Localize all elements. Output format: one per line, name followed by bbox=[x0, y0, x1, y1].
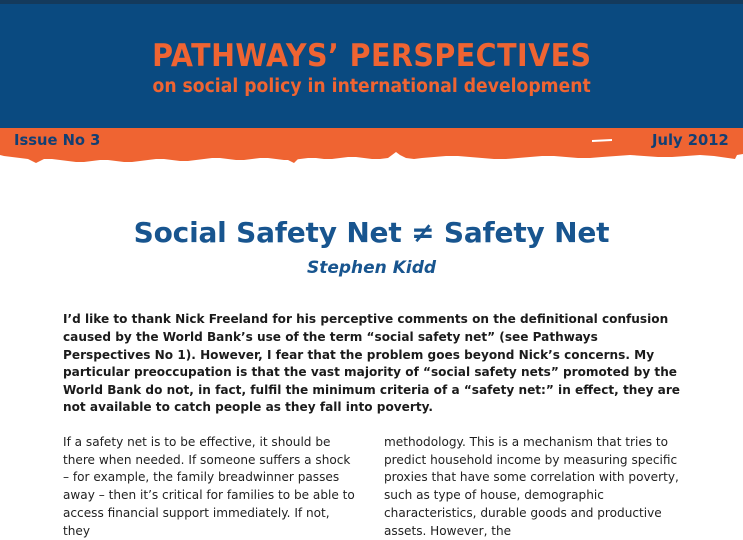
logo-subtitle: on social policy in international development bbox=[152, 75, 591, 97]
masthead bbox=[0, 0, 743, 166]
article-columns bbox=[63, 434, 680, 540]
article-author: Stephen Kidd bbox=[306, 257, 437, 278]
issue-ribbon bbox=[0, 128, 743, 166]
article-column-left bbox=[63, 434, 359, 540]
article-column-right bbox=[384, 434, 680, 540]
logo-title: PATHWAYS’ PERSPECTIVES bbox=[151, 38, 592, 75]
publication-logo bbox=[0, 4, 743, 128]
page-title: Social Safety Net ≠ Safety Net bbox=[133, 216, 610, 249]
issue-number-label: Issue No 3 bbox=[14, 131, 101, 150]
ribbon-text-row bbox=[0, 128, 743, 154]
article-standfirst: I’d like to thank Nick Freeland for his perceptive comments on the definitional confusion caused by the World Bank’s use of the term “social safety net” (see Pathways Perspectives No 1). However, I fear that the problem goes beyond Nick’s concerns. My particular preoccupation is that the vast majority of “social safety nets” promoted by the World Bank do not, in fact, fulfil the minimum criteria of a “safety net:” in effect, they are not available to catch people as they fall into poverty. bbox=[63, 312, 680, 415]
column-right-paragraph: methodology. This is a mechanism that tries to predict household income by measuring specific proxies that have some correlation with poverty, such as type of house, demographic characteristics, durable goods and productive assets. However, the bbox=[384, 435, 679, 538]
article-body bbox=[0, 218, 743, 540]
column-left-paragraph: If a safety net is to be effective, it should be there when needed. If someone suffers a shock – for example, the family breadwinner passes away – then it’s critical for families to be able to access financial support immediately. If not, they bbox=[63, 435, 355, 538]
issue-date-label: July 2012 bbox=[652, 131, 729, 150]
